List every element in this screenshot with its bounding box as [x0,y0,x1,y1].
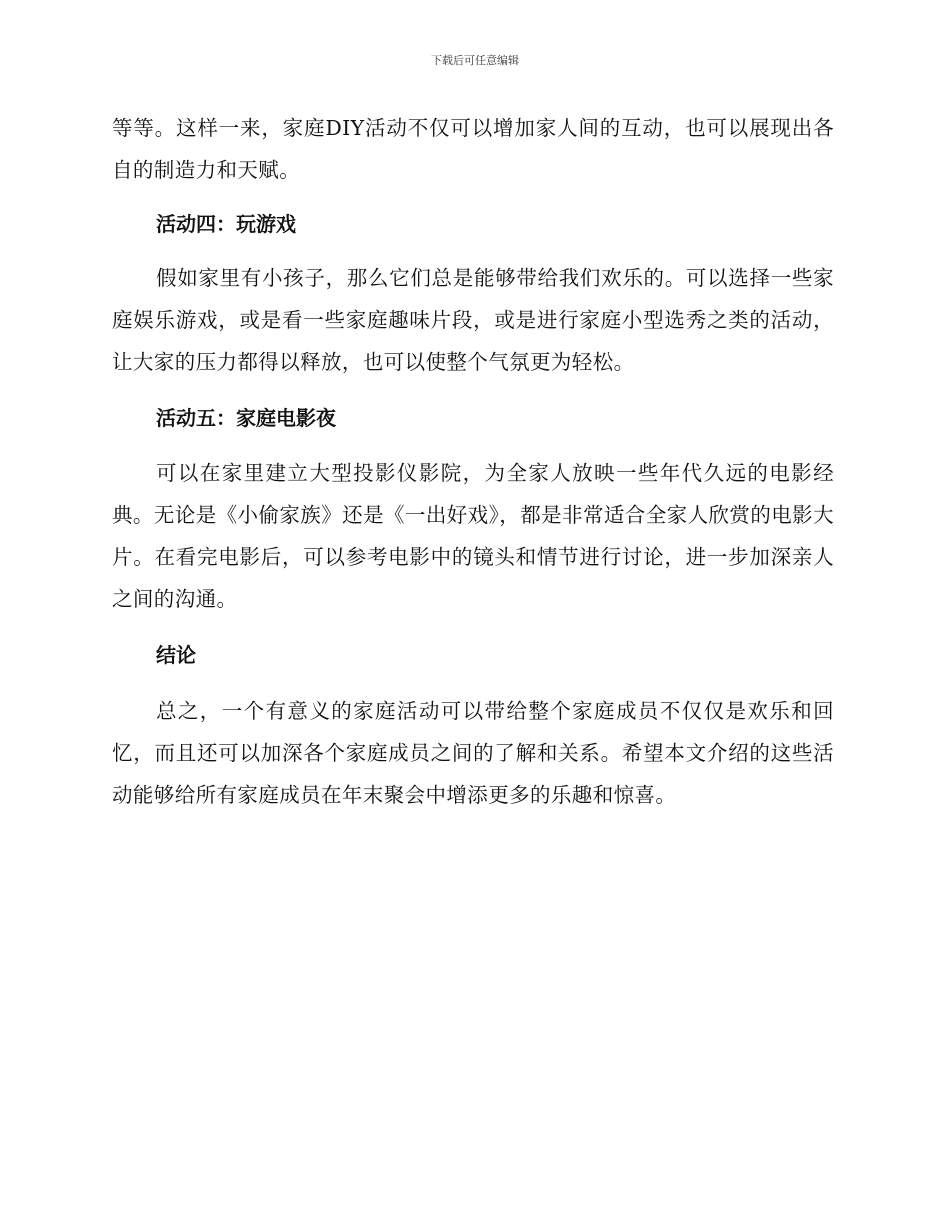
section-heading-activity-5: 活动五：家庭电影夜 [156,406,336,430]
paragraph-conclusion: 总之，一个有意义的家庭活动可以带给整个家庭成员不仅仅是欢乐和回忆，而且还可以加深各个家庭成员之间的了解和关系。希望本文介绍的这些活动能够给所有家庭成员在年末聚会中增添更多的乐趣和惊喜。 [112,699,834,807]
paragraph-diy-continued: 等等。这样一来，家庭DIY活动不仅可以增加家人间的互动，也可以展现出各自的制造力和天赋。 [112,116,834,182]
paragraph-activity-5: 可以在家里建立大型投影仪影院，为全家人放映一些年代久远的电影经典。无论是《小偷家族》还是《一出好戏》，都是非常适合全家人欣赏的电影大片。在看完电影后，可以参考电影中的镜头和情节进行讨论，进一步加深亲人之间的沟通。 [112,461,834,611]
page-header: 下载后可任意编辑 [431,54,519,67]
section-heading-conclusion: 结论 [156,643,196,667]
paragraph-activity-4: 假如家里有小孩子，那么它们总是能够带给我们欢乐的。可以选择一些家庭娱乐游戏，或是看一些家庭趣味片段，或是进行家庭小型选秀之类的活动，让大家的压力都得以释放，也可以使整个气氛更为轻松。 [112,266,834,374]
section-heading-activity-4: 活动四：玩游戏 [156,212,296,236]
